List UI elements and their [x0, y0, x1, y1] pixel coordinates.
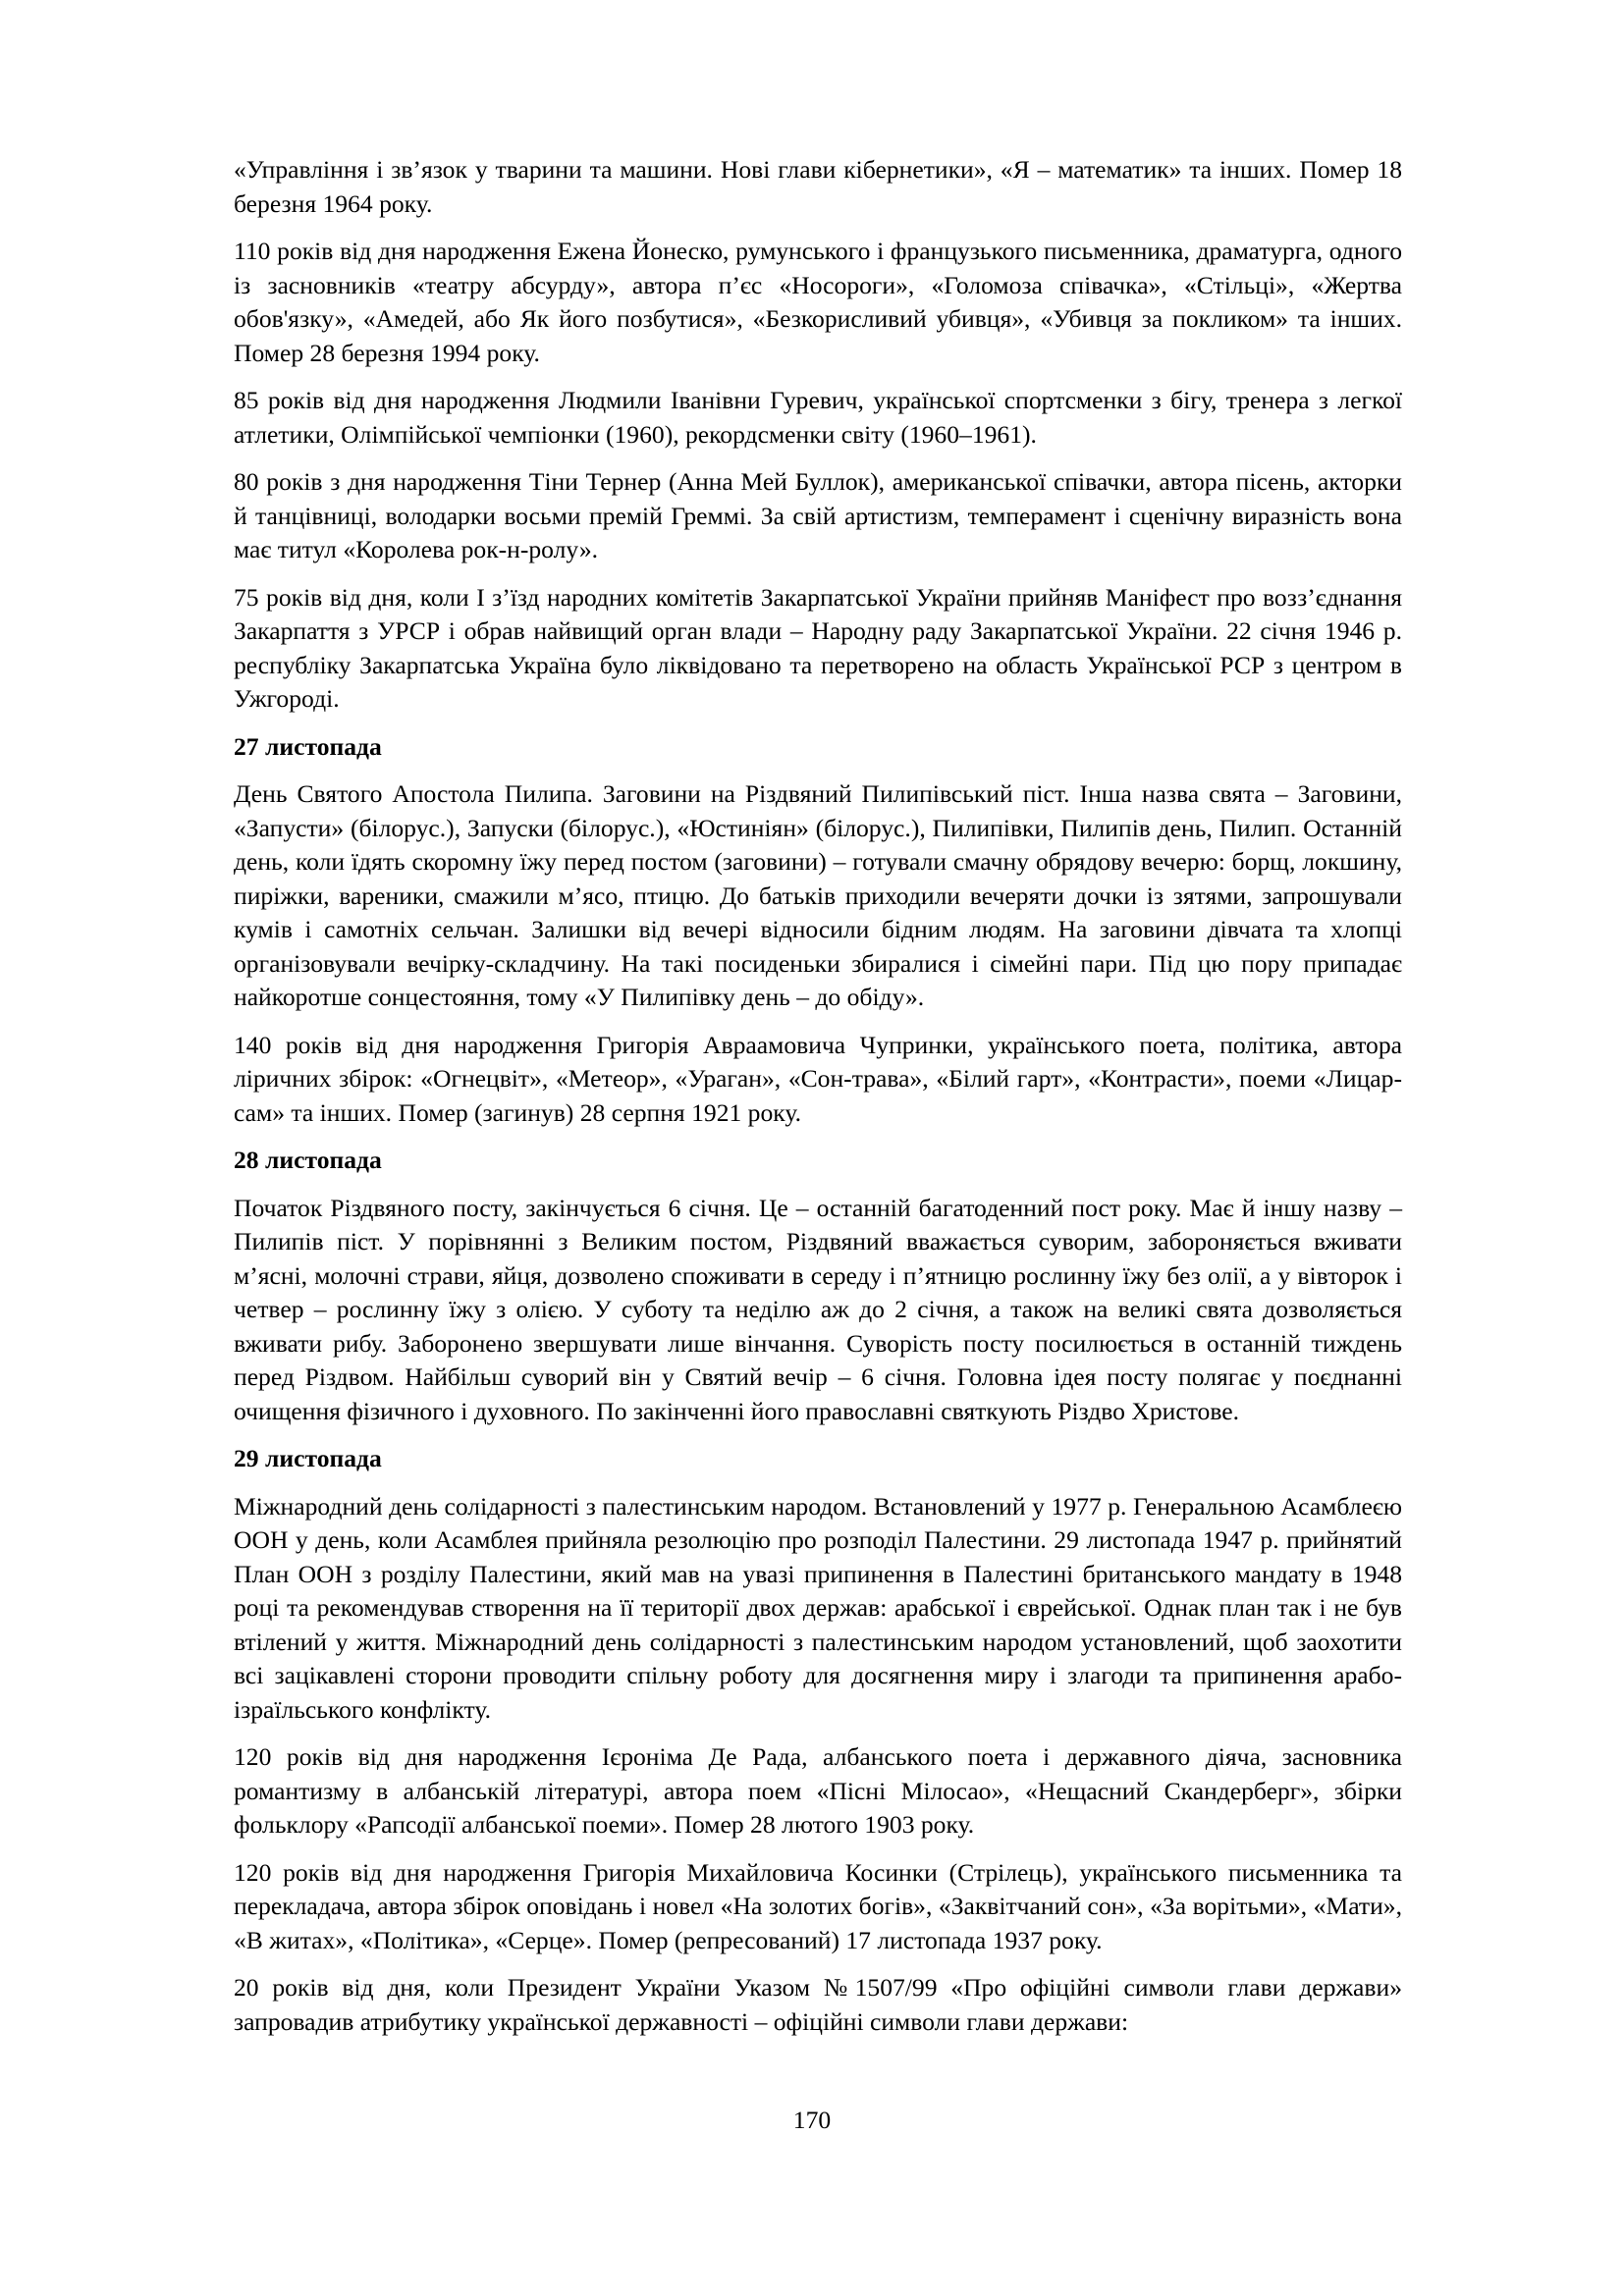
- entry-st-philip-day: День Святого Апостола Пилипа. Заговини на Різдвяний Пилипівський піст. Інша назва свята – Заговини, «Запусти» (білорус.), Запуски (білорус.), «Юстиніян» (білорус.), Пилипівки, Пилипів день, Пилип. Останній день, коли їдять скоромну їжу перед постом (заговини) – готували смачну обрядову вечерю: борщ, локшину, пиріжки, вареники, смажили м’ясо, птицю. До батьків приходили вечеряти дочки із зятями, запрошували кумів і самотніх сельчан. Залишки від вечері відносили бідним людям. На заговини дівчата та хлопці організовували вечірку-складчину. На такі посиденьки збиралися і сімейні пари. Під цю пору припадає найкоротше сонцестояння, тому «У Пилипівку день – до обіду».: [234, 779, 1402, 1011]
- entry-kosynka: 120 років від дня народження Григорія Михайловича Косинки (Стрілець), українського письменника та перекладача, автора збірок оповідань і новел «На золотих богів», «Заквітчаний сон», «За ворітьми», «Мати», «В житах», «Політика», «Серце». Помер (репресований) 17 листопада 1937 року.: [234, 1857, 1402, 1954]
- page-body: [234, 153, 1402, 2053]
- entry-palestine-solidarity: Міжнародний день солідарності з палестинським народом. Встановлений у 1977 р. Генеральною Асамблеєю ООН у день, коли Асамблея прийняла резолюцію про розподіл Палестини. 29 листопада 1947 р. прийнятий План ООН з розділу Палестини, який мав на увазі припинення в Палестині британського мандату в 1948 році та рекомендував створення на її території двох держав: арабської і єврейської. Однак план так і не був втілений у життя. Міжнародний день солідарності з палестинським народом установлений, щоб заохотити всі зацікавлені сторони проводити спільну роботу для досягнення миру і злагоди та припинення арабо-ізраїльського конфлікту.: [234, 1491, 1402, 1724]
- date-heading-29: 29 листопада: [234, 1444, 382, 1472]
- entry-transcarpathia: 75 років від дня, коли І з’їзд народних комітетів Закарпатської України прийняв Маніфест про возз’єднання Закарпаття з УРСР і обрав найвищий орган влади – Народну раду Закарпатської України. 22 січня 1946 р. республіку Закарпатська Україна було ліквідовано та перетворено на область Української РСР з центром в Ужгороді.: [234, 582, 1402, 713]
- entry-wiener-continuation: «Управління і зв’язок у тварини та машини. Нові глави кібернетики», «Я – математик» та інших. Помер 18 березня 1964 року.: [234, 155, 1402, 218]
- entry-gurevych: 85 років від дня народження Людмили Іванівни Гуревич, української спортсменки з бігу, тренера з легкої атлетики, Олімпійської чемпіонки (1960), рекордсменки світу (1960–1961).: [234, 386, 1402, 449]
- entry-chuprynka: 140 років від дня народження Григорія Авраамовича Чупринки, українського поета, політика, автора ліричних збірок: «Огнецвіт», «Метеор», «Ураган», «Сон-трава», «Білий гарт», «Контрасти», поеми «Лицар-сам» та інших. Помер (загинув) 28 серпня 1921 року.: [234, 1030, 1402, 1127]
- entry-tina-turner: 80 років з дня народження Тіни Тернер (Анна Мей Буллок), американської співачки, автора пісень, акторки й танцівниці, володарки восьми премій Греммі. За свій артистизм, темперамент і сценічну виразність вона має титул «Королева рок-н-ролу».: [234, 467, 1402, 563]
- entry-nativity-fast: Початок Різдвяного посту, закінчується 6 січня. Це – останній багатоденний пост року. Має й іншу назву – Пилипів піст. У порівнянні з Великим постом, Різдвяний вважається суворим, забороняється вживати м’ясні, молочні страви, яйця, дозволено споживати в середу і п’ятницю рослинну їжу без олії, а у вівторок і четвер – рослинну їжу з олією. У суботу та неділю аж до 2 січня, а також на великі свята дозволяється вживати рибу. Заборонено звершувати лише вінчання. Суворість посту посилюється в останній тиждень перед Різдвом. Найбільш суворий він у Святий вечір – 6 січня. Головна ідея посту полягає у поєднанні очищення фізичного і духовного. По закінченні його православні святкують Різдво Христове.: [234, 1193, 1402, 1425]
- entry-de-rada: 120 років від дня народження Ієроніма Де Рада, албанського поета і державного діяча, засновника романтизму в албанській літературі, автора поем «Пісні Мілосао», «Нещасний Скандерберг», збірки фольклору «Рапсодії албанської поеми». Помер 28 лютого 1903 року.: [234, 1742, 1402, 1839]
- date-heading-27: 27 листопада: [234, 731, 382, 761]
- page-number: 170: [792, 2106, 832, 2134]
- date-heading-28: 28 листопада: [234, 1146, 382, 1174]
- entry-ionesco: 110 років від дня народження Ежена Йонеско, румунського і французького письменника, драматурга, одного із засновників «театру абсурду», автора п’єс «Носороги», «Голомоза співачка», «Стільці», «Жертва обов'язку», «Амедей, або Як його позбутися», «Безкорисливий убивця», «Убивця за покликом» та інших. Помер 28 березня 1994 року.: [234, 237, 1402, 367]
- entry-presidential-symbols: 20 років від дня, коли Президент України Указом №1507/99 «Про офіційні символи глави держави» запровадив атрибутику української державності – офіційні символи глави держави:: [234, 1973, 1402, 2036]
